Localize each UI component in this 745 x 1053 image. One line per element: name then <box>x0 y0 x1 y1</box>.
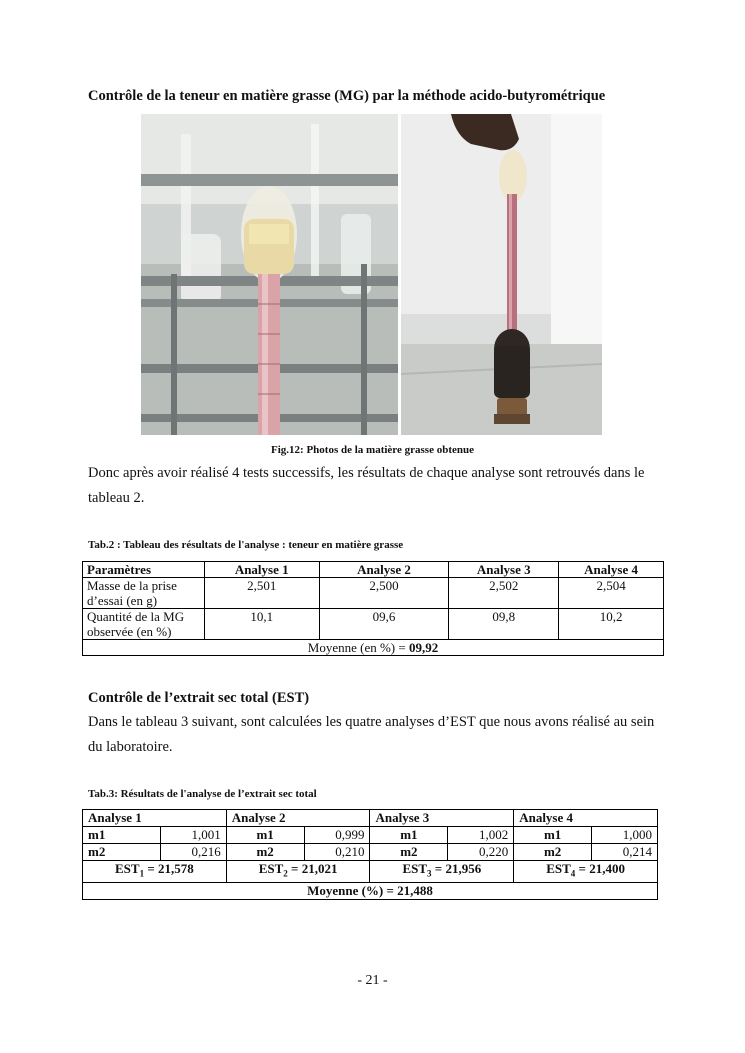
m2-value: 0,214 <box>592 844 658 861</box>
est-subscript: 4 <box>570 868 576 879</box>
row-label: Quantité de la MG observée (en %) <box>83 609 205 640</box>
row-label: Masse de la prise d’essai (en g) <box>83 578 205 609</box>
est-prefix: EST <box>258 861 284 876</box>
dry-extract-table <box>82 809 658 900</box>
m1-value: 1,002 <box>448 827 514 844</box>
m2-value: 0,220 <box>448 844 514 861</box>
analysis-title: Analyse 2 <box>226 810 370 827</box>
est-result <box>226 861 370 883</box>
est-value: = 21,021 <box>287 861 338 876</box>
table3-caption: Tab.3: Résultats de l'analyse de l’extrait sec total <box>88 788 317 800</box>
est-result <box>83 861 227 883</box>
table2-mean-cell <box>83 640 664 656</box>
table2-header-row <box>83 562 664 578</box>
est-prefix: EST <box>114 861 140 876</box>
est-prefix: EST <box>546 861 571 876</box>
mean-value: 09,92 <box>408 640 439 655</box>
table2-caption: Tab.2 : Tableau des résultats de l'analyse : teneur en matière grasse <box>88 539 404 551</box>
table-cell: 2,500 <box>319 578 449 609</box>
m1-label: m1 <box>83 827 161 844</box>
table-cell: 2,501 <box>204 578 319 609</box>
table3-mean: Moyenne (%) = 21,488 <box>83 882 658 899</box>
m2-label: m2 <box>83 844 161 861</box>
table2-header-cell: Paramètres <box>83 562 205 578</box>
m2-label: m2 <box>226 844 304 861</box>
table-cell: 10,1 <box>204 609 319 640</box>
est-value: = 21,400 <box>575 861 625 876</box>
table-cell: 2,504 <box>559 578 664 609</box>
table2-header-cell: Analyse 2 <box>319 562 449 578</box>
table-cell: 09,6 <box>319 609 449 640</box>
m1-value: 1,001 <box>160 827 226 844</box>
m2-value: 0,210 <box>304 844 370 861</box>
m2-value: 0,216 <box>160 844 226 861</box>
m2-label: m2 <box>370 844 448 861</box>
est-prefix: EST <box>402 861 428 876</box>
table2-header-cell: Analyse 4 <box>559 562 664 578</box>
table-row <box>83 609 664 640</box>
table3-est-row <box>83 861 658 883</box>
table2-mean-row <box>83 640 664 656</box>
table3-header-row <box>83 810 658 827</box>
section2-title: Contrôle de l’extrait sec total (EST) <box>88 690 310 706</box>
fat-content-table <box>82 561 664 656</box>
m1-value: 1,000 <box>592 827 658 844</box>
table-row <box>83 578 664 609</box>
table3-mean-row <box>83 882 658 899</box>
m2-label: m2 <box>514 844 592 861</box>
est-subscript: 3 <box>427 868 432 879</box>
section-title: Contrôle de la teneur en matière grasse (MG) par la méthode acido-butyrométrique <box>88 88 606 104</box>
est-value: = 21,956 <box>431 861 482 876</box>
butyrometer-rack-photo <box>141 114 398 435</box>
est-result <box>370 861 514 883</box>
m1-label: m1 <box>370 827 448 844</box>
mean-label: Moyenne (en %) = <box>307 640 409 655</box>
table2-header-cell: Analyse 3 <box>449 562 559 578</box>
figure-caption: Fig.12: Photos de la matière grasse obtenue <box>271 444 474 456</box>
m1-label: m1 <box>226 827 304 844</box>
est-result <box>514 861 658 883</box>
intro-paragraph: Donc après avoir réalisé 4 tests successifs, les résultats de chaque analyse sont retrouvés dans le tableau 2. <box>88 465 645 506</box>
table-row <box>83 827 658 844</box>
section2-paragraph: Dans le tableau 3 suivant, sont calculées les quatre analyses d’EST que nous avons réalisé au sein du laboratoire. <box>88 714 655 755</box>
analysis-title: Analyse 3 <box>370 810 514 827</box>
est-value: = 21,578 <box>144 861 194 876</box>
table2-header-cell: Analyse 1 <box>204 562 319 578</box>
est-subscript: 2 <box>283 868 288 879</box>
table-cell: 2,502 <box>449 578 559 609</box>
analysis-title: Analyse 4 <box>514 810 658 827</box>
page-number: - 21 - <box>357 973 388 988</box>
est-subscript: 1 <box>139 868 145 879</box>
analysis-title: Analyse 1 <box>83 810 227 827</box>
table-cell: 10,2 <box>559 609 664 640</box>
m1-label: m1 <box>514 827 592 844</box>
table-row <box>83 844 658 861</box>
butyrometer-hand-photo <box>401 114 602 435</box>
table-cell: 09,8 <box>449 609 559 640</box>
m1-value: 0,999 <box>304 827 370 844</box>
